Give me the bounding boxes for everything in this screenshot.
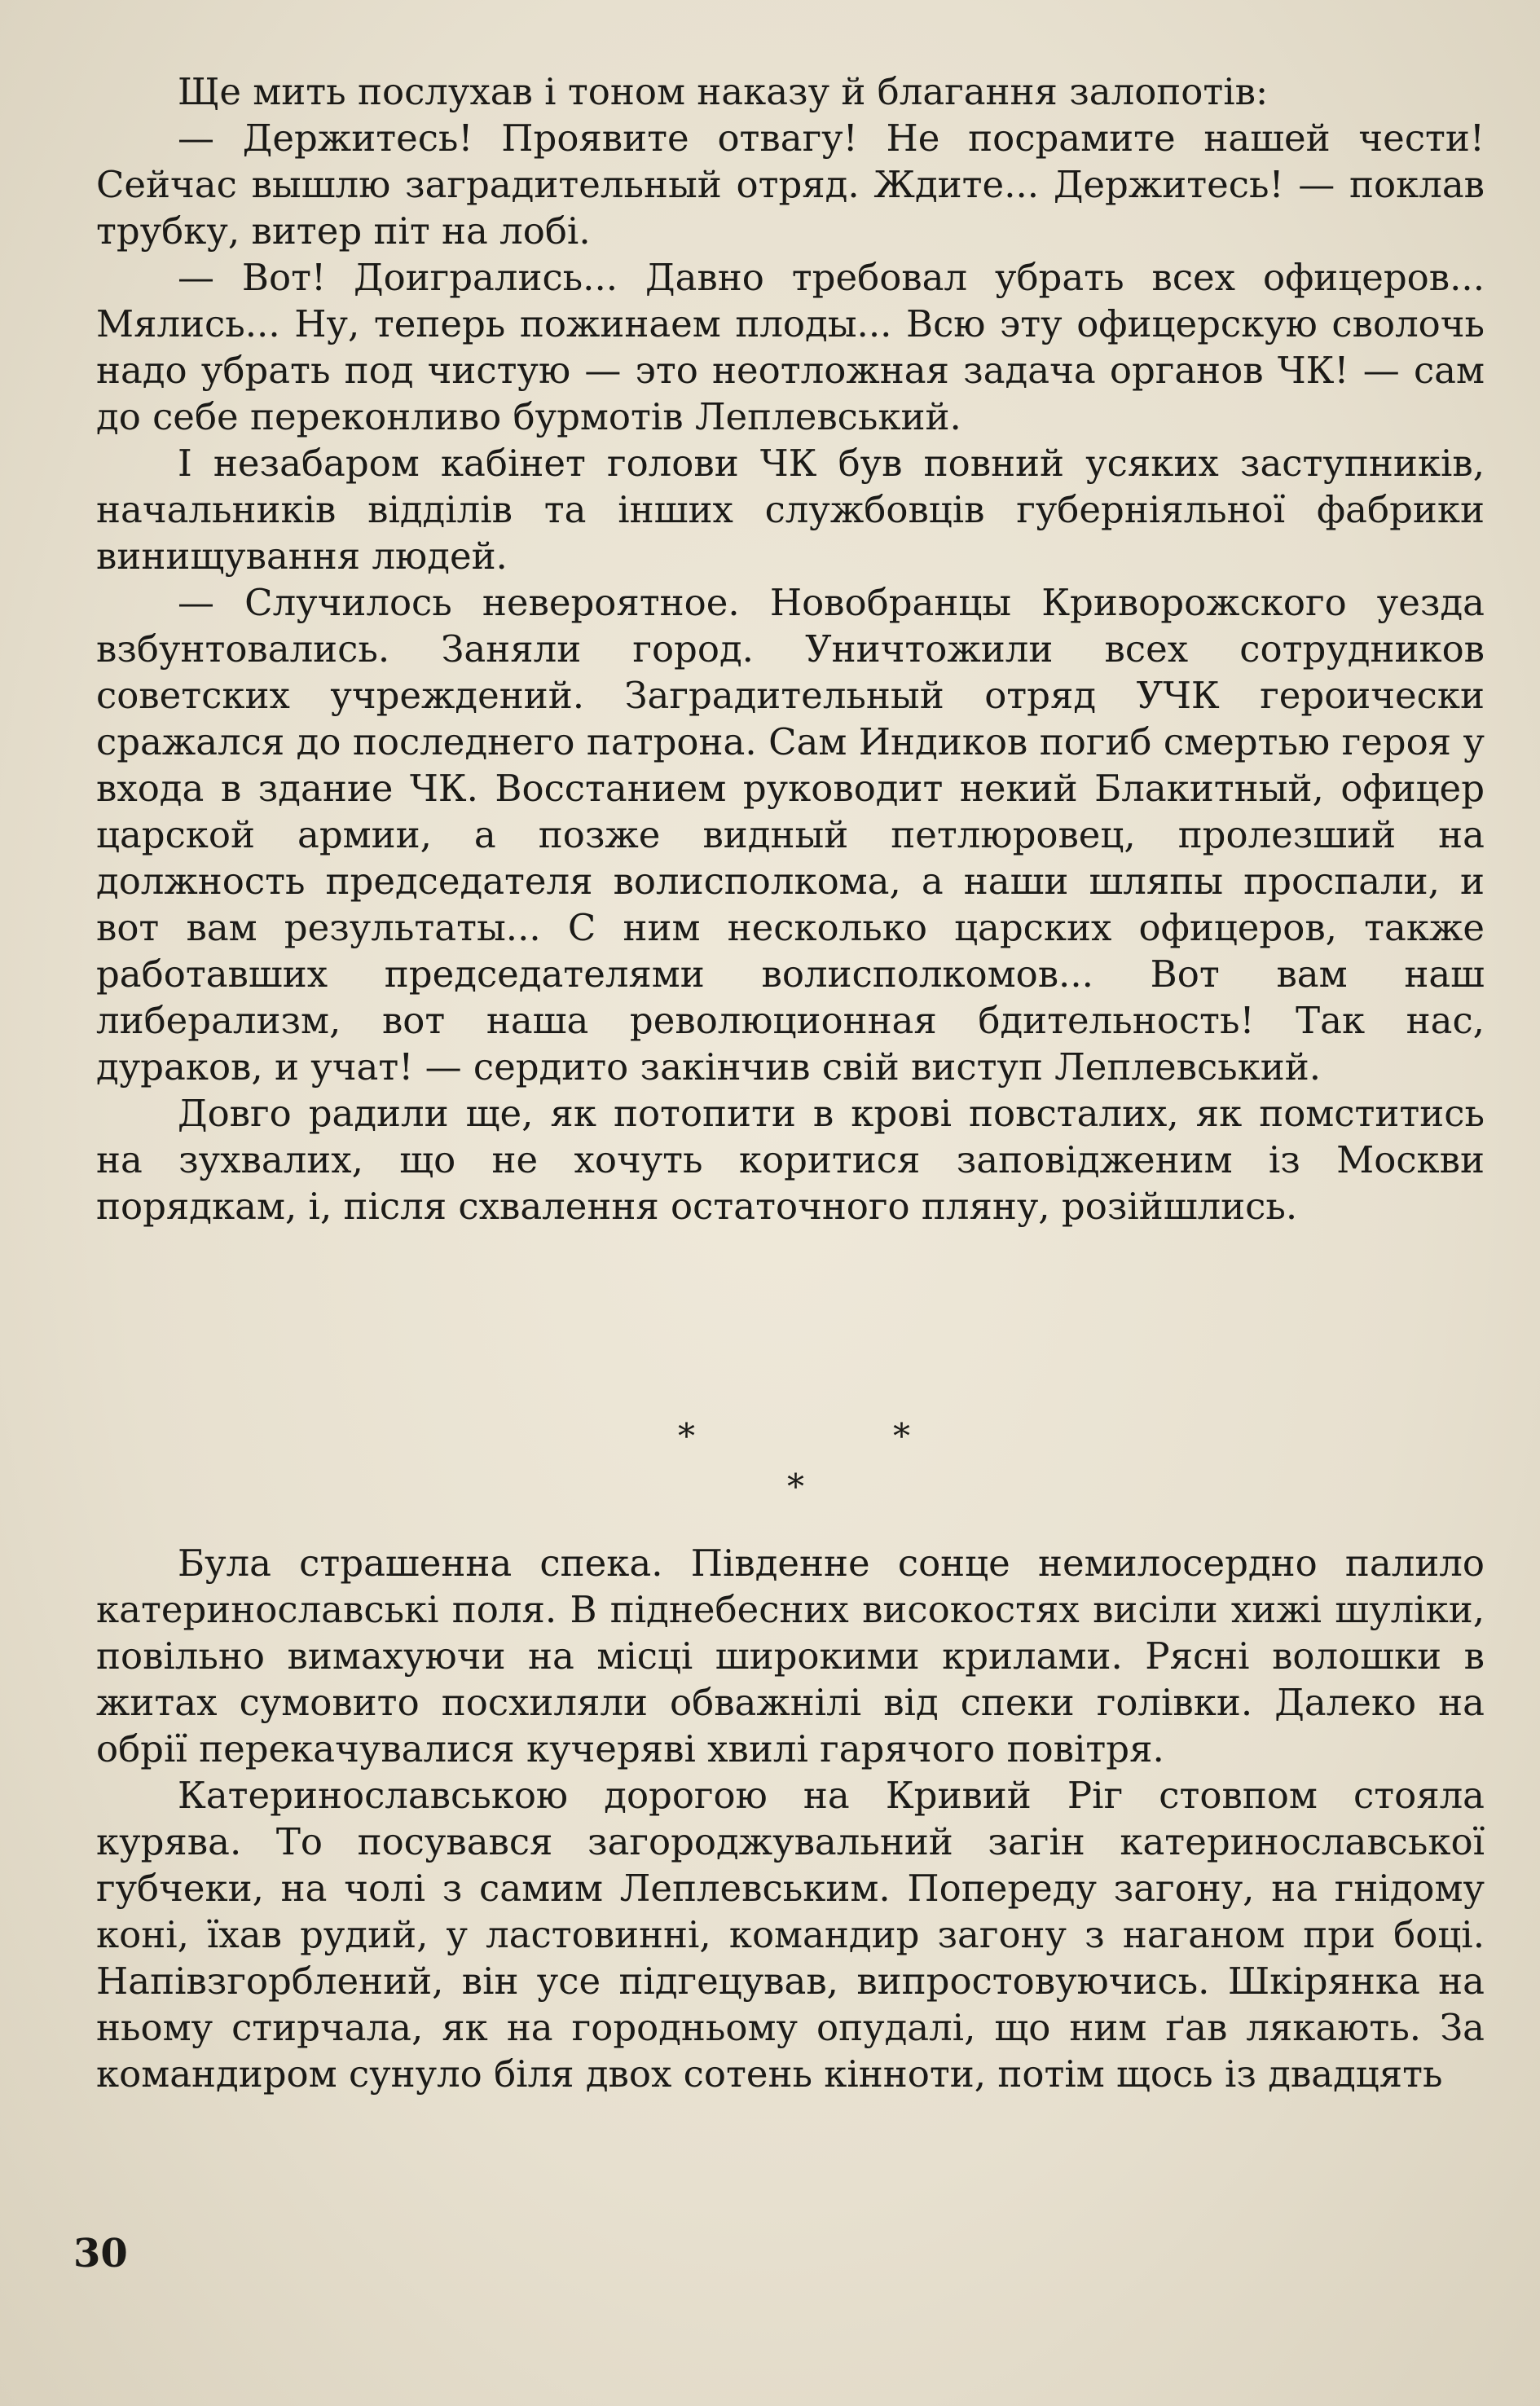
- divider-asterisk: *: [678, 1416, 695, 1456]
- paragraph: Ще мить послухав і тоном наказу й благання залопотів:: [178, 70, 1269, 113]
- divider-asterisk: *: [787, 1467, 804, 1506]
- paragraph: І незабаром кабінет голови ЧК був повний усяких заступників, начальників відділів та інших службовців губерніяльної фабрики винищування людей.: [96, 442, 1485, 578]
- paragraph: Була страшенна спека. Південне сонце немилосердно палило катеринославські поля. В піднебесних високостях висіли хижі шуліки, повільно вимахуючи на місці широкими крилами. Рясні волошки в житах сумовито посхиляли обважнілі від спеки голівки. Далеко на обрії перекачувалися кучеряві хвилі гарячого повітря.: [96, 1542, 1485, 1770]
- paragraph: Катеринославською дорогою на Кривий Ріг стовпом стояла курява. То посувався загороджувальний загін катеринославської губчеки, на чолі з самим Леплевським. Попереду загону, на гнідому коні, їхав рудий, у ластовинні, командир загону з наганом при боці. Напівзгорблений, він усе підгецував, випростовуючись. Шкірянка на ньому стирчала, як на городньому опудалі, що ним ґав лякають. За командиром сунуло біля двох сотень кінноти, потім щось із двадцять: [96, 1774, 1485, 2096]
- text-block-top: [96, 68, 1485, 1229]
- paragraph: — Вот! Доигрались... Давно требовал убрать всех офицеров... Мялись... Ну, теперь пожинаем плоды... Всю эту офицерскую сволочь надо убрать под чистую — это неотложная задача органов ЧК! — сам до себе переконливо бурмотів Леплевський.: [96, 256, 1485, 438]
- paragraph: Довго радили ще, як потопити в крові повсталих, як помститись на зухвалих, що не хочуть коритися заповідженим із Москви порядкам, і, після схвалення остаточного пляну, розійшлись.: [96, 1092, 1485, 1228]
- divider-asterisk: *: [893, 1416, 910, 1456]
- paragraph: — Случилось невероятное. Новобранцы Криворожского уезда взбунтовались. Заняли город. Уничтожили всех сотрудников советских учреждений. Заградительный отряд УЧК героически сражался до последнего патрона. Сам Индиков погиб смертью героя у входа в здание ЧК. Восстанием руководит некий Блакитный, офицер царской армии, а позже видный петлюровец, пролезший на должность председателя волисполкома, а наши шляпы проспали, и вот вам результаты... С ним несколько царских офицеров, также работавших председателями волисполкомов... Вот вам наш либерализм, вот наша революционная бдительность! Так нас, дураков, и учат! — сердито закінчив свій виступ Леплевський.: [96, 581, 1485, 1089]
- text-block-bottom: [96, 1540, 1485, 2097]
- page-number: 30: [73, 2231, 128, 2276]
- paragraph: — Держитесь! Проявите отвагу! Не посрамите нашей чести! Сейчас вышлю заградительный отряд. Ждите... Держитесь! — поклав трубку, витер піт на лобі.: [96, 117, 1485, 253]
